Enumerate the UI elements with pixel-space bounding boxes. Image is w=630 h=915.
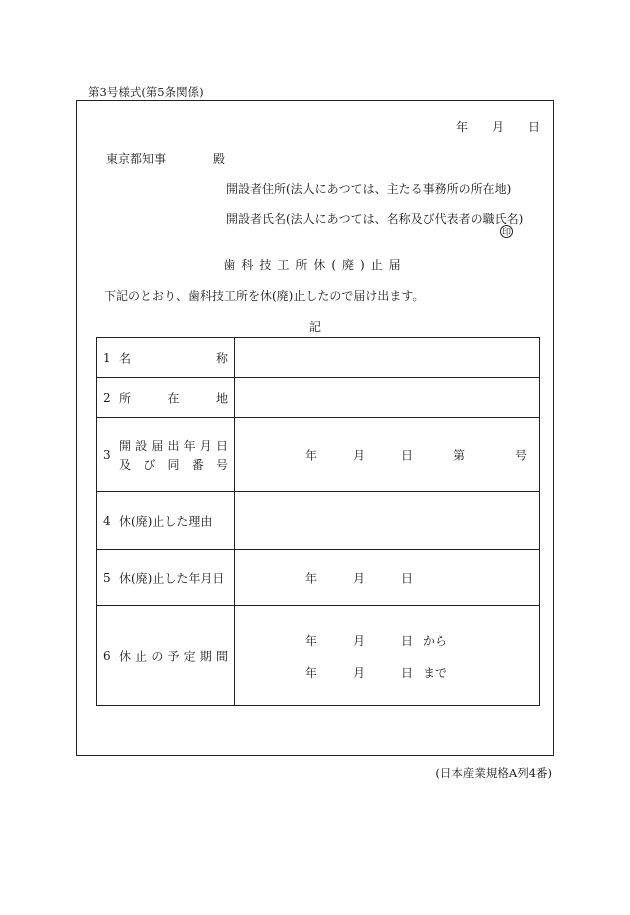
label-char: 間 [215, 649, 228, 663]
date-year: 年 [456, 120, 469, 134]
to-day: 日 [401, 666, 414, 680]
label-text [119, 647, 228, 664]
from-month: 月 [353, 634, 366, 648]
seal-icon: 印 [500, 225, 513, 238]
intro-text: 下記のとおり、歯科技工所を休(廃)止したので届け出ます。 [104, 289, 425, 303]
planned-period-value-cell[interactable] [235, 606, 540, 706]
applicant-name-label: 開設者氏名(法人にあつては、名称及び代表者の職氏名) [226, 212, 524, 226]
suspension-date-value-cell[interactable] [235, 550, 540, 606]
label-char: 称 [215, 351, 228, 365]
value-gou: 号 [515, 448, 528, 462]
label-char: 定 [183, 649, 196, 663]
row-number: 4 [103, 513, 111, 528]
value-day: 日 [401, 448, 414, 462]
row-number: 6 [103, 648, 111, 663]
value-year: 年 [305, 571, 318, 585]
row-label-reason [97, 492, 235, 550]
applicant-address-label: 開設者住所(法人にあつては、主たる事務所の所在地) [226, 182, 512, 196]
row-number: 3 [103, 447, 111, 462]
opening-notice-value-cell[interactable] [235, 418, 540, 492]
ki-heading: 記 [308, 320, 321, 334]
row-number: 1 [103, 350, 111, 365]
addressee [106, 150, 226, 167]
table-row [97, 606, 540, 706]
label-char: 予 [167, 649, 180, 663]
row-label-name [97, 338, 235, 378]
label-text [119, 437, 228, 473]
label-text [119, 389, 228, 406]
label-char: 地 [215, 391, 228, 405]
addressee-name: 東京都知事 [106, 152, 167, 166]
row-number: 5 [103, 570, 111, 585]
row-label-opening-notice [97, 418, 235, 492]
label-char: 号 [215, 457, 228, 472]
label-text [119, 349, 228, 366]
label-char: 名 [119, 351, 132, 365]
to-made: まで [423, 666, 448, 680]
from-kara: から [423, 634, 448, 648]
addressee-honorific: 殿 [213, 152, 226, 166]
label-char: 番 [191, 457, 204, 472]
row-label-suspension-date [97, 550, 235, 606]
label-char: び [143, 457, 156, 472]
date-day: 日 [528, 120, 541, 134]
label-char: 止 [135, 649, 148, 663]
to-month: 月 [353, 666, 366, 680]
label-line [119, 437, 228, 454]
items-table [96, 337, 540, 706]
label-char: 開 [119, 438, 132, 453]
reason-value-cell[interactable] [235, 492, 540, 550]
to-year: 年 [305, 666, 318, 680]
row-label-planned-period [97, 606, 235, 706]
table-row [97, 338, 540, 378]
label-char: 出 [167, 438, 180, 453]
label-char: 及 [119, 457, 132, 472]
label-char: 年 [183, 438, 196, 453]
row-number: 2 [103, 390, 111, 405]
table-row [97, 550, 540, 606]
from-year: 年 [305, 634, 318, 648]
value-month: 月 [353, 571, 366, 585]
value-dai: 第 [453, 448, 466, 462]
label-text: 休(廃)止した年月日 [119, 571, 225, 585]
value-month: 月 [353, 448, 366, 462]
label-text: 休(廃)止した理由 [119, 514, 213, 528]
label-char: 在 [167, 391, 180, 405]
location-value-cell[interactable] [235, 378, 540, 418]
footer-size-note: (日本産業規格A列4番) [435, 766, 552, 780]
value-day: 日 [401, 571, 414, 585]
label-char: 休 [119, 649, 132, 663]
label-char: 設 [135, 438, 148, 453]
label-char: 同 [167, 457, 180, 472]
label-line [119, 456, 228, 473]
row-label-location [97, 378, 235, 418]
table-row [97, 492, 540, 550]
label-char: 月 [199, 438, 212, 453]
name-value-cell[interactable] [235, 338, 540, 378]
document-title: 歯科技工所休(廃)止届 [223, 258, 407, 272]
date-month: 月 [492, 120, 505, 134]
label-char: 日 [215, 438, 228, 453]
label-char: の [151, 649, 164, 663]
table-row [97, 418, 540, 492]
label-char: 所 [119, 391, 132, 405]
table-row [97, 378, 540, 418]
form-number-label: 第3号様式(第5条関係) [88, 85, 204, 99]
from-day: 日 [401, 634, 414, 648]
value-year: 年 [305, 448, 318, 462]
label-char: 届 [151, 438, 164, 453]
label-char: 期 [199, 649, 212, 663]
